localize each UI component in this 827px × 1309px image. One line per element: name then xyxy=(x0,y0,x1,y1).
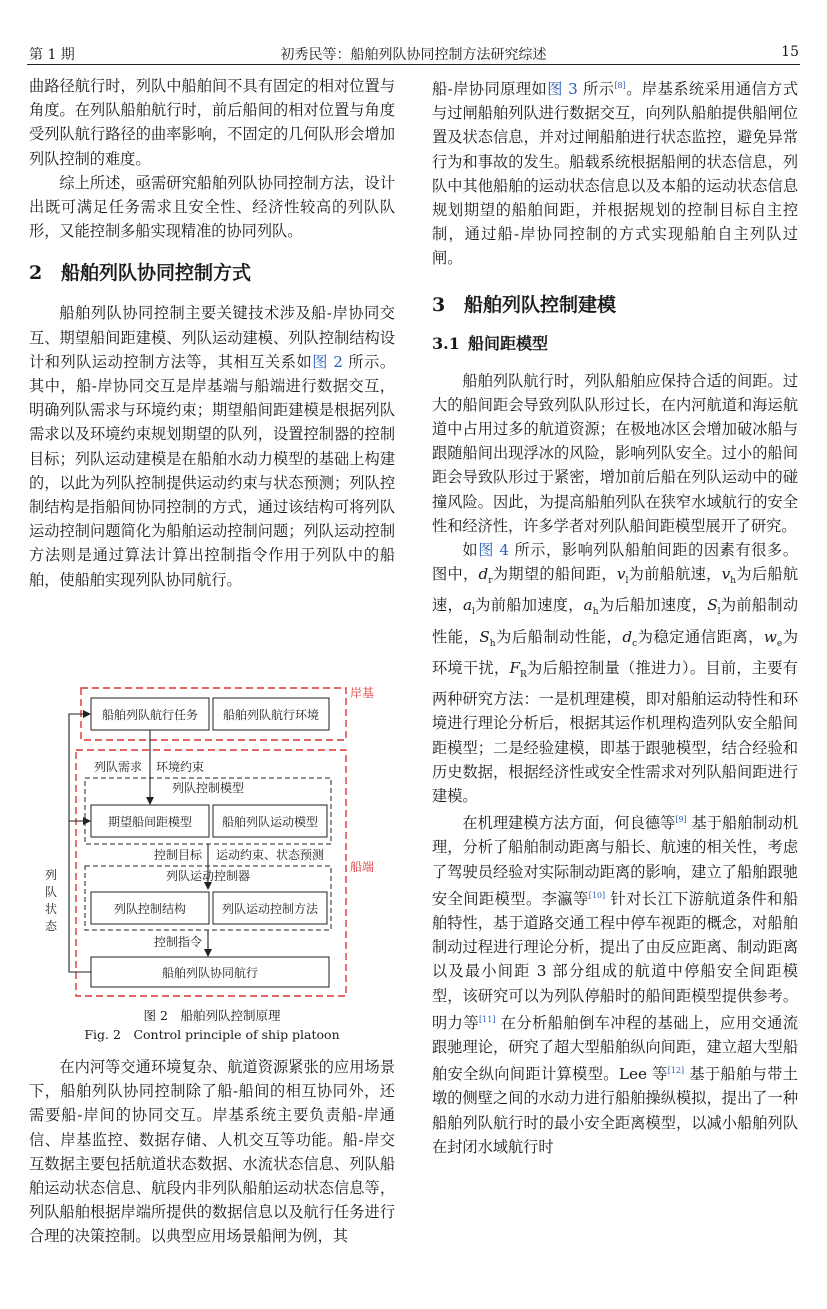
section-title: 船舶列队控制建模 xyxy=(464,293,617,316)
spacing-model-text: 期望船间距模型 xyxy=(107,815,193,829)
math-symbol: d xyxy=(622,627,633,646)
math-symbol: v xyxy=(616,565,626,584)
text-run: 为后船控制量（推进力）。目前，主要有两种研究方法：一是机理建模，即对船舶运动特性和环境进行理论分析后，根据其运作机理构造列队安全船间距模型；二是经验建模，即基于跟驰模型，结合经验和历史数据，根据经济性或安全性需求对列队船间距进行建模。 xyxy=(432,658,798,805)
text-run: 为后船制动性能， xyxy=(495,627,623,646)
left-column xyxy=(29,74,395,592)
math-subscript: h xyxy=(489,638,496,649)
text-run: 船-岸协同原理如 xyxy=(432,80,548,98)
math-symbol: S xyxy=(479,627,490,646)
ship-label: 船端 xyxy=(350,860,375,874)
math-symbol: F xyxy=(509,658,520,677)
paragraph: 综上所述，亟需研究船舶列队协同控制方法，设计出既可满足任务需求且安全性、经济性较高的列队队形，又能控制多船实现精准的协同列队。 xyxy=(29,173,395,241)
header-rule xyxy=(27,64,800,65)
paragraph: 在内河等交通环境复杂、航道资源紧张的应用场景下，船舶列队协同控制除了船-船间的相互协同外，还需要船-岸间的协同交互。岸基系统主要负责船-岸通信、岸基监控、数据存储、人机交互等功能。船-岸交互数据主要包括航道状态数据、水流状态信息、列队船舶运动状态信息、航段内非列队船舶运动状态信息等，列队船舶根据岸端所提供的数据信息以及航行任务进行合理的决策控制。以典型应用场景船闸为例，其 xyxy=(29,1058,395,1246)
section-title: 船舶列队协同控制方式 xyxy=(61,262,252,285)
paragraph: 曲路径航行时，列队中船舶间不具有固定的相对位置与角度。在列队船舶航行时，前后船间的相对位置与角度受列队航行路径的曲率影响，不固定的几何队形会增加列队控制的难度。 xyxy=(29,77,395,168)
subsection-title: 船间距模型 xyxy=(468,333,549,353)
state-char: 态 xyxy=(44,919,58,933)
page-number: 15 xyxy=(781,44,799,60)
env-text: 船舶列队航行环境 xyxy=(222,708,320,722)
citation[interactable]: [12] xyxy=(667,1066,685,1076)
text-run: 所示 xyxy=(577,80,615,98)
target-label: 控制目标 xyxy=(154,848,203,862)
sail-text: 船舶列队协同航行 xyxy=(161,966,259,980)
paragraph xyxy=(432,538,798,808)
section-heading xyxy=(432,293,798,317)
right-column xyxy=(432,74,798,1159)
math-symbol: d xyxy=(478,565,489,584)
text-run: 在机理建模方法方面，何良德等 xyxy=(462,814,676,833)
text-run: 船舶列队协同控制主要关键技术涉及船-岸协同交互、期望船间距建模、列队运动建模、列队控制结构设计和列队运动控制方法等，其相互关系如 xyxy=(29,304,395,371)
method-text: 列队运动控制方法 xyxy=(221,902,319,916)
issue-number: 第 1 期 xyxy=(29,47,75,63)
control-principle-diagram xyxy=(29,684,395,1006)
subsection-heading xyxy=(432,333,798,355)
section-heading xyxy=(29,261,395,285)
paragraph xyxy=(432,74,798,271)
figure-2 xyxy=(29,684,395,1044)
text-run: 为前船加速度， xyxy=(474,596,584,615)
math-subscript: r xyxy=(488,576,493,587)
math-symbol: a xyxy=(462,596,473,615)
text-run: 为后船航速， xyxy=(432,565,799,615)
left-column-bottom xyxy=(29,1055,395,1249)
paragraph xyxy=(432,808,798,1159)
paragraph xyxy=(29,301,395,591)
text-run: 所示。其中，船-岸协同交互是岸基端与船端进行数据交互，明确列队需求与环境约束；期望船间距建模是根据列队需求以及环境约束规划期望的队列，设置控制器的控制目标；列队运动建模是在船舶水动力模型的基础上构建的，以此为列队控制提供运动约束与状态预测；列队控制结构是指船间协同控制的方式，通过该结构可将列队运动控制问题简化为船舶运动控制问题；列队运动控制方法则是通过算法计算出控制指令作用于列队中的船舶，使船舶实现列队协同航行。 xyxy=(29,352,396,589)
citation[interactable]: [8] xyxy=(614,81,626,90)
text-run: 如 xyxy=(462,541,479,560)
feedback-arrow xyxy=(69,714,91,972)
text-run: 为环境干扰， xyxy=(432,627,799,677)
task-text: 船舶列队航行任务 xyxy=(101,708,199,722)
figure-link[interactable]: 图 4 xyxy=(478,541,510,560)
text-run: 为后船加速度， xyxy=(598,596,708,615)
math-symbol: w xyxy=(763,627,777,646)
text-run: 针对长江下游航道条件和船舶特性，基于道路交通工程中停车视距的概念，对船舶制动过程进行理论分析，提出了由反应距离、制动距离以及最小间距 3 部分组成的航道中停船安全间距模型，该研究可以为列队停船时的船间距模型提供参考。明力等 xyxy=(432,889,799,1032)
req-label: 列队需求 xyxy=(94,760,143,774)
text-run: 为期望的船间距， xyxy=(492,565,617,584)
citation[interactable]: [11] xyxy=(479,1014,496,1024)
section-number: 2 xyxy=(29,262,43,285)
text-run: 在分析船舶倒车冲程的基础上，应用交通流跟驰理论，研究了超大型船舶纵向间距，建立超大型船舶安全纵向间距计算模型。Lee 等 xyxy=(432,1013,799,1084)
math-symbol: S xyxy=(707,596,718,615)
math-subscript: h xyxy=(730,576,737,587)
text-run: 基于船舶制动机理，分析了船舶制动距离与船长、航速的相关性，考虑了驾驶员经验对实际制动距离的影响，建立了船舶跟驰安全间距模型。李瀛等 xyxy=(432,814,799,908)
math-subscript: l xyxy=(717,607,721,618)
state-char: 列 xyxy=(44,868,58,882)
math-subscript: h xyxy=(592,607,599,618)
caption-cn: 图 2 船舶列队控制原理 xyxy=(143,1008,281,1023)
citation[interactable]: [9] xyxy=(675,815,687,825)
math-subscript: R xyxy=(520,669,527,680)
state-char: 队 xyxy=(44,885,58,899)
text-run: 。岸基系统采用通信方式与过闸船舶列队进行数据交互，向列队船舶提供船闸位置及状态信息，并对过闸船舶进行状态监控，避免异常行为和事故的发生。船载系统根据船闸的状态信息，列队中其他船舶的运动状态信息以及本船的运动状态信息规划期望的船舶间距，并根据规划的控制目标自主控制，通过船-岸协同控制的方式实现船舶自主列队过闸。 xyxy=(432,80,798,268)
motion-pred-label: 运动约束、状态预测 xyxy=(216,848,325,862)
text-run: 为前船航速， xyxy=(628,565,722,584)
figure-link[interactable]: 图 3 xyxy=(547,80,578,98)
text-run: 基于船舶与带土墩的侧壁之间的水动力进行船舶操纵模拟，提出了一种船舶列队航行时的最小安全距离模型，以减小船舶列队在封闭水域航行时 xyxy=(432,1065,798,1156)
text-run: 所示，影响列队船舶间距的因素有很多。图中， xyxy=(432,541,799,584)
math-subscript: c xyxy=(632,638,638,649)
shore-label: 岸基 xyxy=(350,686,375,700)
structure-text: 列队控制结构 xyxy=(113,902,187,916)
text-run: 为前船制动性能， xyxy=(432,596,799,646)
figure-link[interactable]: 图 2 xyxy=(312,352,343,371)
subsection-number: 3.1 xyxy=(432,333,460,353)
paragraph: 船舶列队航行时，列队船舶应保持合适的间距。过大的船间距会导致列队队形过长，在内河航道和海运航道中占用过多的航道资源；在极地冰区会增加破冰船与跟随船间出现浮冰的风险，影响列队安全。过小的船间距会导致队形过于紧密，增加前后船在列队运动中的碰撞风险。因此，为提高船舶列队在狭窄水域航行的安全性和经济性，许多学者对列队船间距模型展开了研究。 xyxy=(432,371,798,535)
motion-model-text: 船舶列队运动模型 xyxy=(221,815,319,829)
citation[interactable]: [10] xyxy=(588,890,606,900)
math-subscript: l xyxy=(472,607,475,618)
section-number: 3 xyxy=(432,293,446,316)
caption-en: Fig. 2 Control principle of ship platoon xyxy=(84,1027,340,1042)
running-title: 初秀民等：船舶列队协同控制方法研究综述 xyxy=(280,47,547,63)
math-subscript: l xyxy=(625,576,629,587)
constraint-label: 环境约束 xyxy=(156,760,205,774)
math-symbol: v xyxy=(721,565,731,584)
command-label: 控制指令 xyxy=(154,935,203,949)
state-char: 状 xyxy=(44,902,58,916)
text-run: 为稳定通信距离， xyxy=(637,627,764,646)
model-group-label: 列队控制模型 xyxy=(171,781,245,795)
controller-group-label: 列队运动控制器 xyxy=(165,869,251,883)
math-subscript: e xyxy=(776,638,783,649)
math-symbol: a xyxy=(583,596,593,615)
